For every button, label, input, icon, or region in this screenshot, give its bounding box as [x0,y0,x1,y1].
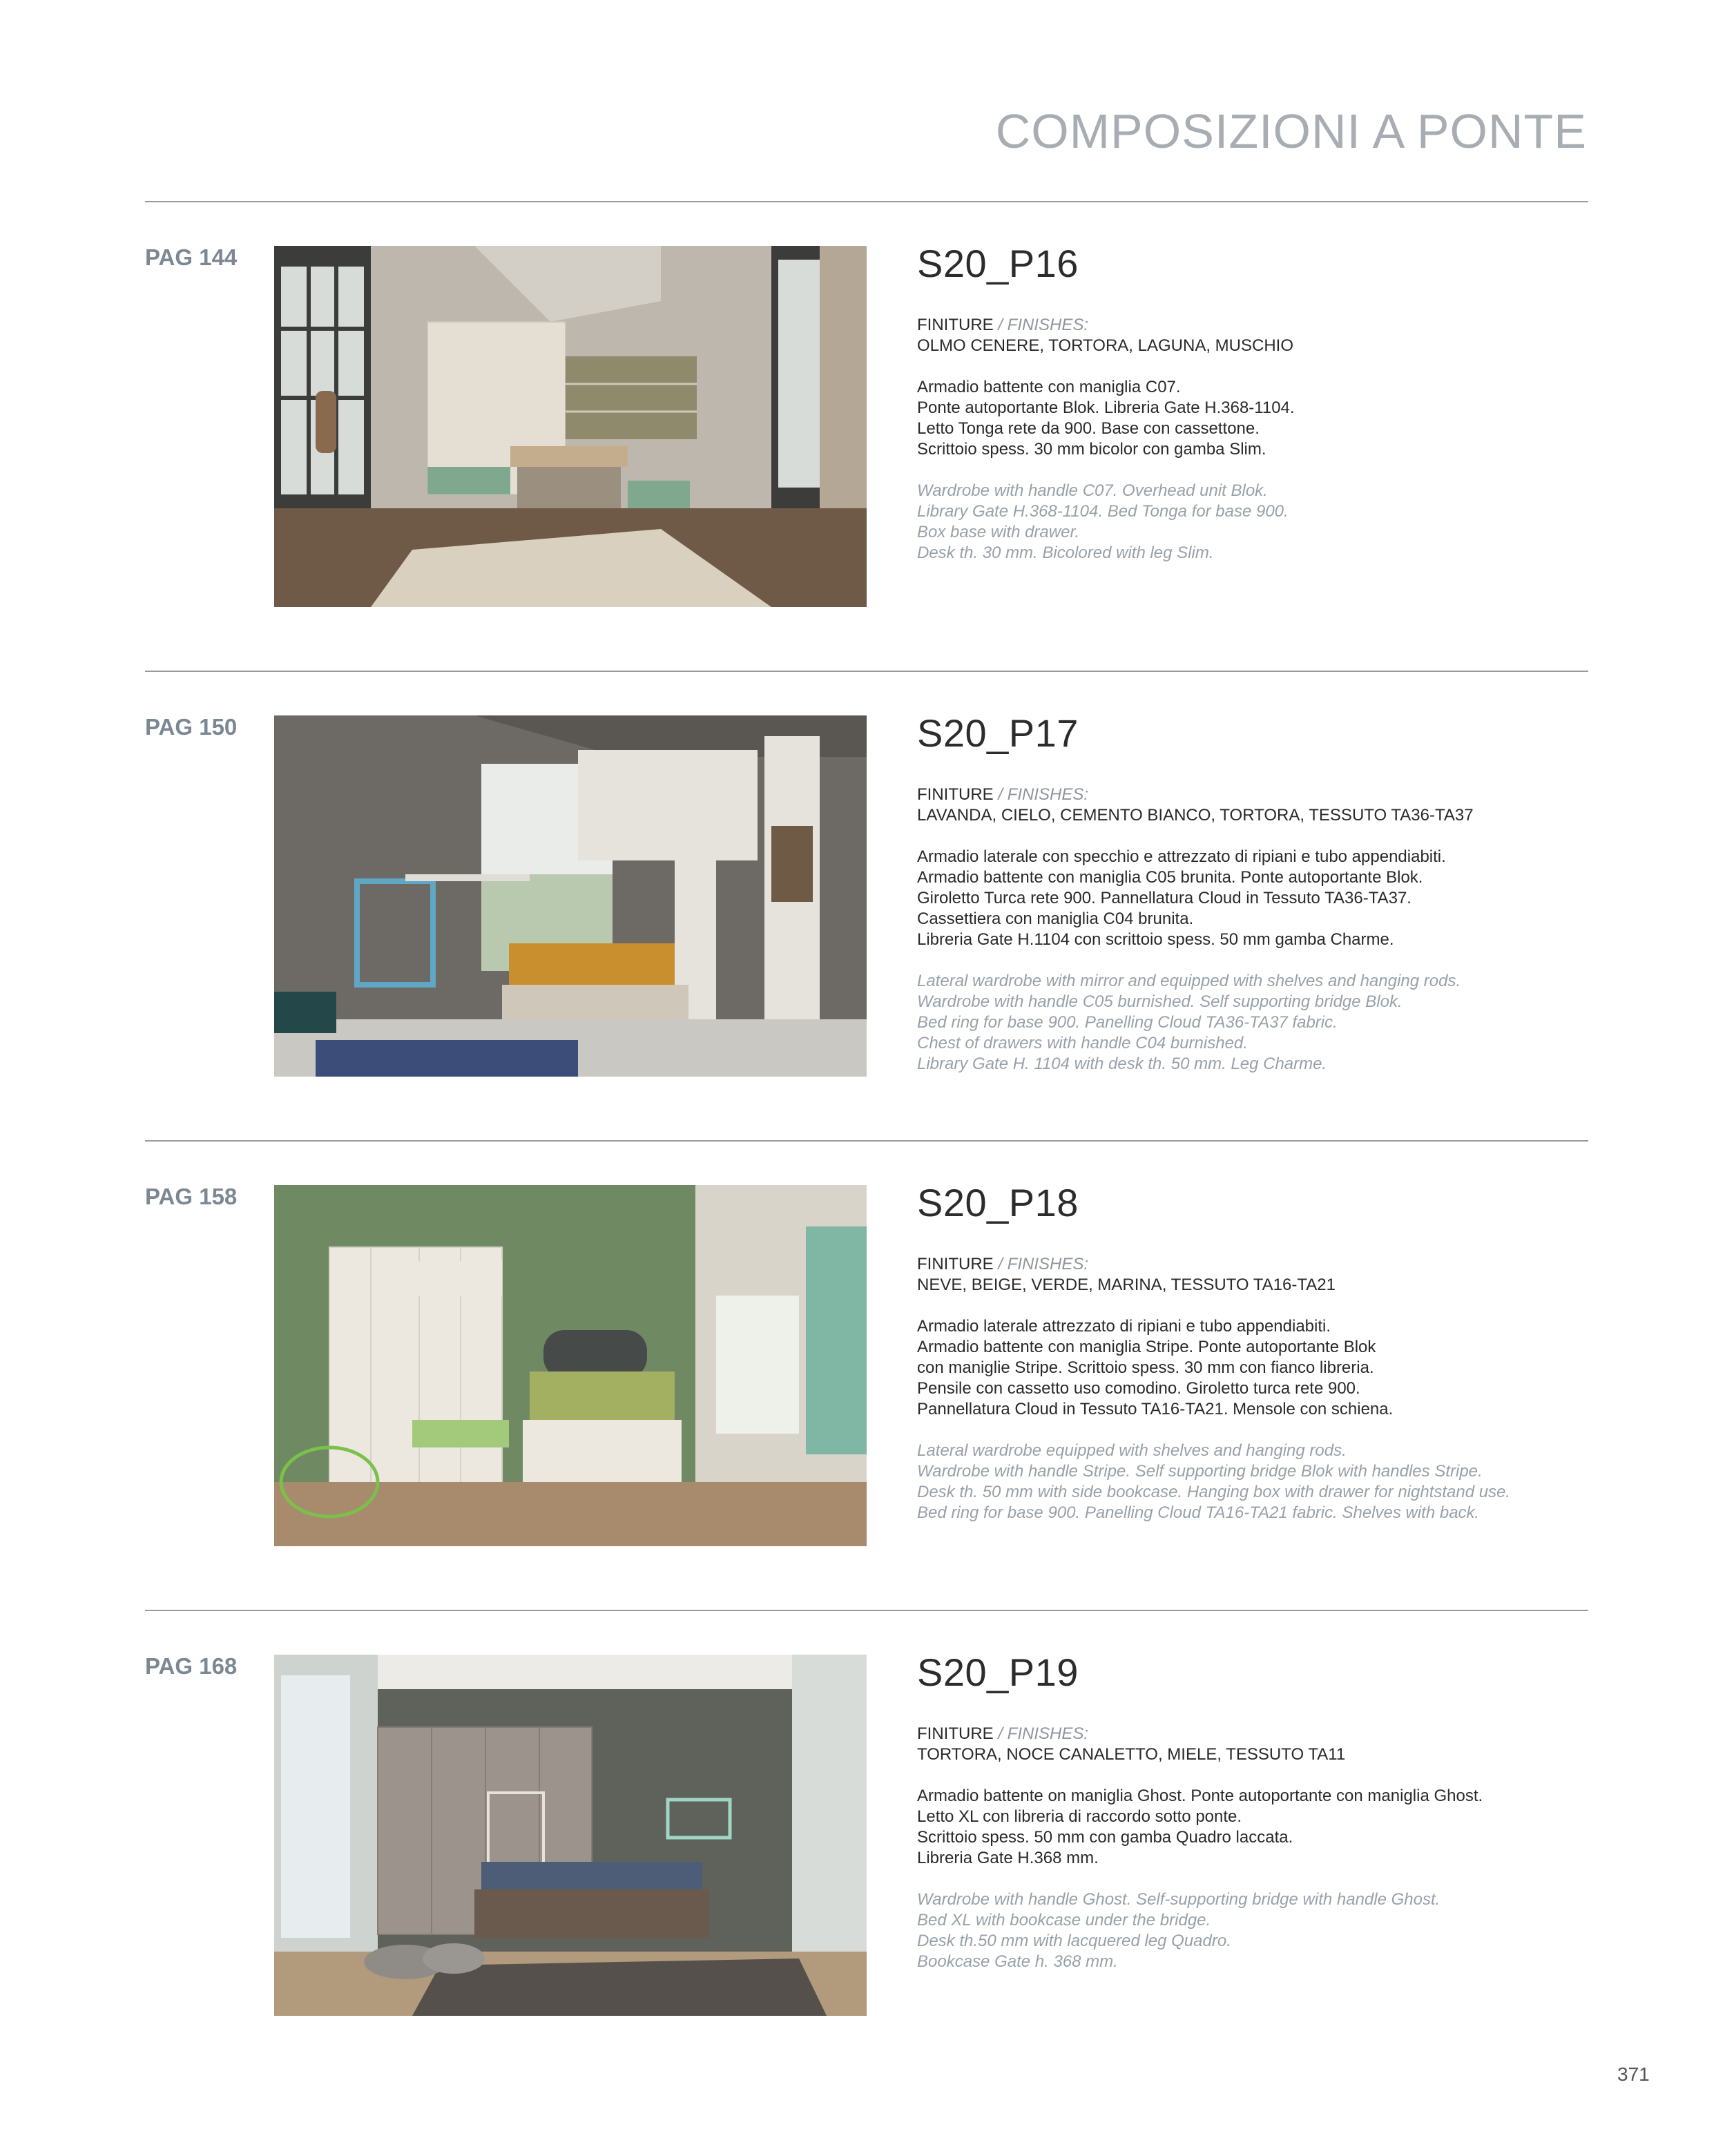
page-reference: PAG 150 [145,714,238,740]
finishes-label-en: / FINISHES: [998,1724,1089,1743]
composition-section [0,1181,1725,1598]
finishes-label-it: FINITURE [917,1724,994,1743]
description-english [917,481,1594,564]
page-reference: PAG 158 [145,1184,238,1209]
description-line: Scrittoio spess. 50 mm con gamba Quadro laccata. [917,1828,1293,1847]
description-line: Wardrobe with handle Stripe. Self supporting bridge Blok with handles Stripe. [917,1462,1483,1481]
page-reference: PAG 168 [145,1653,238,1679]
description-line: Libreria Gate H.368 mm. [917,1849,1099,1867]
composition-section [0,244,1725,659]
finishes-label-en: / FINISHES: [998,785,1089,804]
finishes-label-it: FINITURE [917,785,994,804]
divider [145,1140,1588,1142]
description-line: Bed ring for base 900. Panelling Cloud TA16-TA21 fabric. Shelves with back. [917,1503,1480,1522]
description-italian [917,847,1594,950]
description-line: Lateral wardrobe equipped with shelves and hanging rods. [917,1441,1347,1460]
composition-details [917,244,1594,564]
description-line: Wardrobe with handle C07. Overhead unit Blok. [917,481,1268,500]
page-title: COMPOSIZIONI A PONTE [995,104,1587,158]
description-line: Armadio laterale con specchio e attrezzato di ripiani e tubo appendiabiti. [917,847,1446,866]
description-line: Desk th. 50 mm with side bookcase. Hanging box with drawer for nightstand use. [917,1483,1511,1501]
composition-details [917,1650,1594,1972]
description-line: Armadio battente con maniglia C07. [917,378,1181,396]
finishes-label [917,785,1594,805]
description-line: Armadio battente con maniglia C05 brunita. Ponte autoportante Blok. [917,868,1423,887]
description-line: Giroletto Turca rete 900. Pannellatura Cloud in Tessuto TA36-TA37. [917,889,1411,907]
composition-code: S20_P16 [917,242,1079,285]
divider [145,1610,1588,1611]
composition-code: S20_P18 [917,1181,1079,1224]
composition-code: S20_P17 [917,711,1079,755]
finishes-label-it: FINITURE [917,1255,994,1273]
description-line: Bed ring for base 900. Panelling Cloud TA36-TA37 fabric. [917,1013,1338,1032]
description-line: Pensile con cassetto uso comodino. Giroletto turca rete 900. [917,1379,1360,1398]
description-line: Chest of drawers with handle C04 burnished. [917,1034,1248,1052]
description-line: Desk th. 30 mm. Bicolored with leg Slim. [917,543,1214,562]
room-photo [274,1655,867,2016]
finishes-label-en: / FINISHES: [998,1255,1089,1273]
page-number: 371 [1617,2063,1650,2085]
composition-section [0,711,1725,1128]
description-line: Library Gate H. 1104 with desk th. 50 mm. Leg Charme. [917,1055,1327,1073]
description-line: Ponte autoportante Blok. Libreria Gate H.368-1104. [917,398,1295,417]
divider [145,671,1588,672]
finishes-label-it: FINITURE [917,316,994,334]
composition-section [0,1650,1725,2068]
description-line: Armadio battente on maniglia Ghost. Ponte autoportante con maniglia Ghost. [917,1787,1483,1805]
finishes-values: LAVANDA, CIELO, CEMENTO BIANCO, TORTORA, TESSUTO TA36-TA37 [917,806,1474,825]
description-line: Libreria Gate H.1104 con scrittoio spess. 50 mm gamba Charme. [917,930,1394,949]
description-line: Letto XL con libreria di raccordo sotto ponte. [917,1807,1242,1826]
description-line: Wardrobe with handle Ghost. Self-supporting bridge with handle Ghost. [917,1890,1440,1909]
room-photo [274,246,867,607]
description-line: Scrittoio spess. 30 mm bicolor con gamba Slim. [917,440,1266,459]
description-english [917,1889,1594,1972]
description-italian [917,377,1594,460]
description-english [917,1441,1594,1523]
description-english [917,971,1594,1075]
finishes-label-en: / FINISHES: [998,316,1089,334]
description-line: Bookcase Gate h. 368 mm. [917,1952,1118,1971]
composition-details [917,711,1594,1075]
description-line: Armadio laterale attrezzato di ripiani e tubo appendiabiti. [917,1317,1331,1336]
description-line: Lateral wardrobe with mirror and equipped with shelves and hanging rods. [917,972,1461,990]
description-line: Armadio battente con maniglia Stripe. Ponte autoportante Blok [917,1338,1376,1356]
description-line: Box base with drawer. [917,523,1080,541]
description-line: con maniglie Stripe. Scrittoio spess. 30 mm con fianco libreria. [917,1358,1374,1377]
description-line: Library Gate H.368-1104. Bed Tonga for base 900. [917,502,1289,521]
finishes-values: TORTORA, NOCE CANALETTO, MIELE, TESSUTO TA11 [917,1745,1346,1764]
finishes-values: OLMO CENERE, TORTORA, LAGUNA, MUSCHIO [917,336,1293,355]
finishes-values: NEVE, BEIGE, VERDE, MARINA, TESSUTO TA16-TA21 [917,1276,1336,1294]
finishes-label [917,1254,1594,1275]
description-line: Desk th.50 mm with lacquered leg Quadro. [917,1932,1231,1950]
finishes-label [917,315,1594,336]
description-line: Letto Tonga rete da 900. Base con cassettone. [917,419,1260,438]
description-line: Cassettiera con maniglia C04 brunita. [917,909,1194,928]
room-photo [274,715,867,1077]
composition-code: S20_P19 [917,1650,1079,1694]
description-line: Bed XL with bookcase under the bridge. [917,1911,1211,1929]
page-reference: PAG 144 [145,244,238,270]
description-italian [917,1316,1594,1420]
description-line: Wardrobe with handle C05 burnished. Self supporting bridge Blok. [917,992,1403,1011]
room-photo [274,1185,867,1546]
description-line: Pannellatura Cloud in Tessuto TA16-TA21. Mensole con schiena. [917,1400,1394,1418]
finishes-label [917,1724,1594,1744]
composition-details [917,1181,1594,1523]
description-italian [917,1786,1594,1869]
divider [145,201,1588,202]
